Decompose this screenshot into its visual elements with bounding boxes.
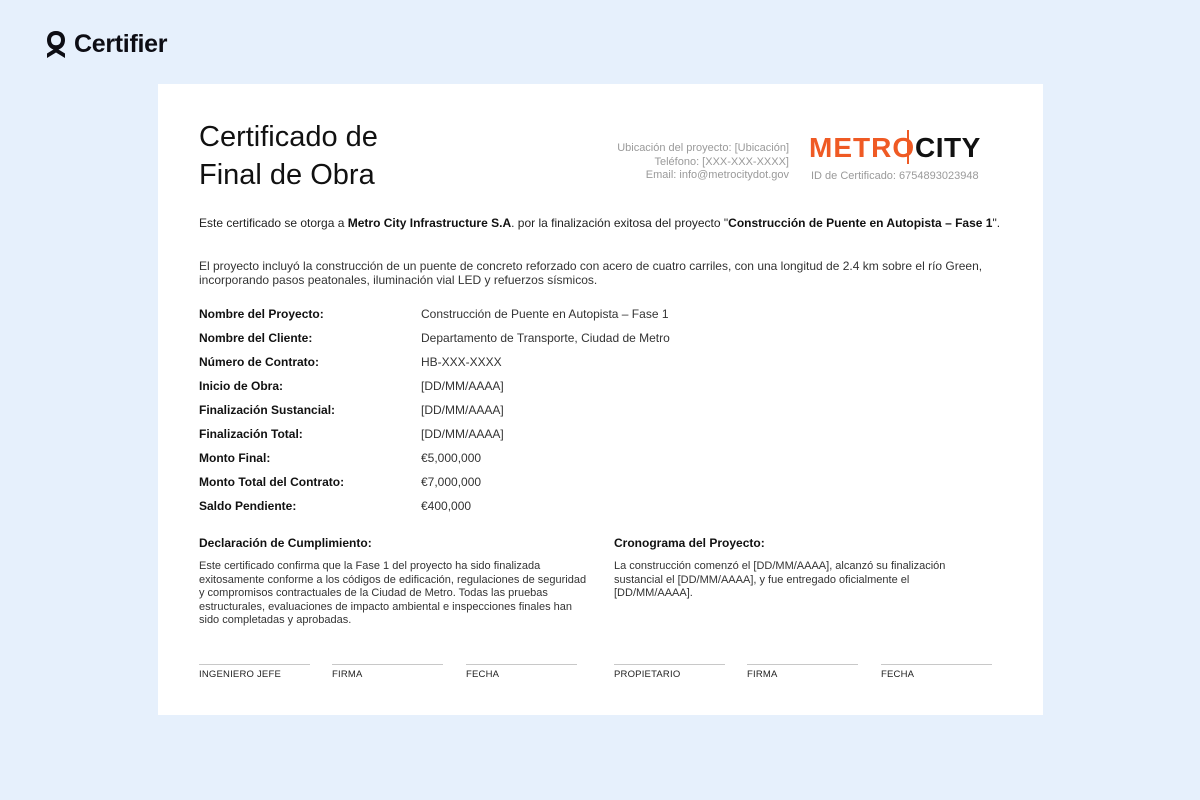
title-line-1: Certificado de	[199, 121, 378, 153]
brand-header	[44, 29, 167, 60]
detail-row	[199, 398, 899, 422]
detail-row	[199, 422, 899, 446]
logo-word-metro: METRO	[809, 132, 916, 163]
certificate-document	[158, 84, 1043, 715]
contact-email: Email: info@metrocitydot.gov	[645, 169, 789, 181]
detail-value: [DD/MM/AAAA]	[421, 379, 504, 393]
intro-project: Construcción de Puente en Autopista – Fase 1	[728, 216, 993, 230]
schedule-title: Cronograma del Proyecto:	[614, 536, 765, 550]
detail-label: Nombre del Cliente:	[199, 331, 313, 345]
detail-label: Finalización Sustancial:	[199, 403, 336, 417]
logo-word-city: CITY	[915, 132, 981, 163]
detail-label: Monto Total del Contrato:	[199, 475, 345, 489]
detail-value: [DD/MM/AAAA]	[421, 403, 504, 417]
metro-city-logo	[809, 130, 999, 164]
detail-label: Monto Final:	[199, 451, 271, 465]
certifier-logo-icon	[44, 29, 68, 60]
detail-row	[199, 350, 899, 374]
detail-row	[199, 326, 899, 350]
detail-label: Número de Contrato:	[199, 355, 319, 369]
signature-line-signature: FIRMA	[332, 664, 443, 680]
intro-text-2: . por la finalización exitosa del proyecto "	[511, 216, 729, 230]
detail-value: Construcción de Puente en Autopista – Fase 1	[421, 307, 669, 321]
signature-line-date: FECHA	[466, 664, 577, 680]
signature-line-owner: PROPIETARIO	[614, 664, 725, 680]
contact-info	[617, 142, 789, 183]
detail-row	[199, 470, 899, 494]
brand-name: Certifier	[74, 30, 168, 58]
contact-phone: Teléfono: [XXX-XXX-XXXX]	[654, 155, 789, 168]
intro-text-1: Este certificado se otorga a	[199, 216, 348, 230]
intro-text-3: ".	[992, 216, 1001, 230]
detail-label: Finalización Total:	[199, 427, 303, 441]
certificate-title	[199, 118, 378, 194]
intro-paragraph	[199, 216, 1011, 230]
project-location: Ubicación del proyecto: [Ubicación]	[617, 142, 789, 154]
detail-value: €400,000	[421, 499, 472, 513]
detail-row	[199, 446, 899, 470]
detail-row	[199, 302, 899, 326]
detail-value: €5,000,000	[421, 451, 482, 465]
signature-line-owner-signature: FIRMA	[747, 664, 858, 680]
intro-company: Metro City Infrastructure S.A	[347, 216, 512, 230]
detail-row	[199, 374, 899, 398]
compliance-title: Declaración de Cumplimiento:	[199, 536, 372, 550]
detail-value: €7,000,000	[421, 475, 482, 489]
signature-line-chief-engineer: INGENIERO JEFE	[199, 664, 310, 680]
detail-label: Nombre del Proyecto:	[199, 307, 324, 321]
detail-label: Saldo Pendiente:	[199, 499, 297, 513]
details-list	[199, 302, 899, 518]
detail-value: HB-XXX-XXXX	[421, 355, 502, 369]
detail-value: Departamento de Transporte, Ciudad de Metro	[421, 331, 670, 345]
certificate-id: ID de Certificado: 6754893023948	[811, 170, 979, 182]
project-description: El proyecto incluyó la construcción de un puente de concreto reforzado con acero de cuatro carriles, con una longitud de 2.4 km sobre el río Green, incorporando pasos peatonales, iluminación vial LED y refuerzos sísmicos.	[199, 259, 983, 287]
schedule-body: La construcción comenzó el [DD/MM/AAAA], alcanzó su finalización sustancial el [DD/MM/AAAA], y fue entregado oficialmente el [DD/MM/AAAA].	[614, 560, 946, 599]
signature-line-owner-date: FECHA	[881, 664, 992, 680]
compliance-body: Este certificado confirma que la Fase 1 del proyecto ha sido finalizada exitosamente conforme a los códigos de edificación, regulaciones de seguridad y compromisos contractuales de la Ciudad de Metro. Todas las pruebas estructurales, evaluaciones de impacto ambiental e inspecciones finales han sido completadas y aprobadas.	[199, 560, 587, 626]
title-line-2: Final de Obra	[199, 159, 375, 191]
detail-label: Inicio de Obra:	[199, 379, 284, 393]
detail-value: [DD/MM/AAAA]	[421, 427, 504, 441]
detail-row	[199, 494, 899, 518]
